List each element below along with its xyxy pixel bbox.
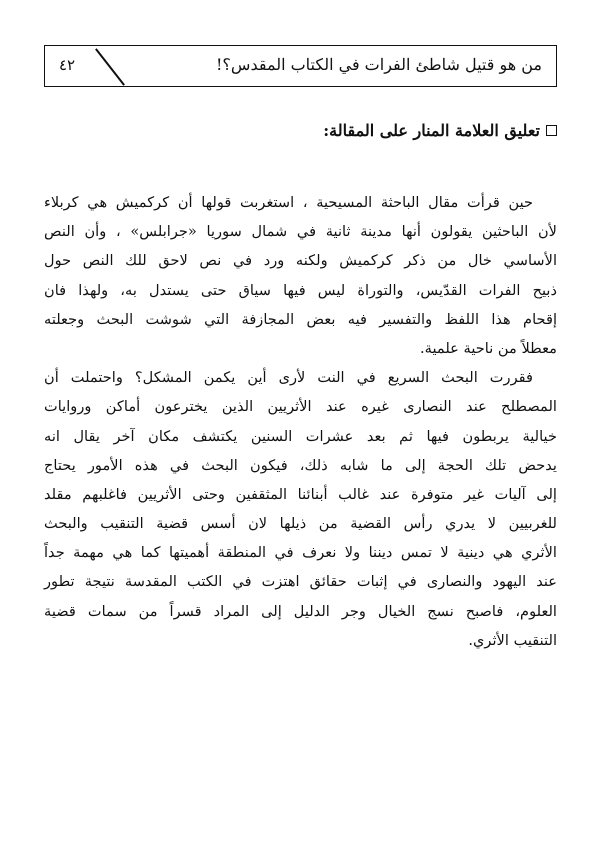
text-line: خيالية يربطون فيها ثم بعد عشرات السنين يكتشف مكان آخر يقال انه [44,427,557,445]
text-line: المصطلح عند النصارى غيره عند الأثريين الذين يخترعون أماكن وروايات [44,398,557,416]
square-bullet-icon [546,125,557,136]
section-heading [323,121,557,140]
text-line: للغربيين لا يدري رأس القضية من ذيلها لان أسس قضية التنقيب والبحث [44,515,557,533]
text-line: الأثري هي دينية لا تمس ديننا ولا نعرف في المنطقة أهميتها كما هي مهمة جداً [44,544,557,562]
text-line: لأن الباحثين يقولون أنها مدينة ثانية في شمال سوريا «جرابلس» ، وأن النص [44,223,557,241]
body-text [44,188,557,655]
section-heading-text: تعليق العلامة المنار على المقالة: [323,121,540,140]
text-line: ذبيح الفرات القدّيس، والتوراة ليس فيها سياق حتى يستدل به، ولهذا فان [44,281,557,299]
text-line: معطلاً من ناحية علمية. [420,339,557,357]
text-line: إلى آليات غير متوفرة عند غالب أبنائنا المثقفين وحتى الأثريين فاغلبهم مقلد [44,485,557,503]
text-line: عند اليهود والنصارى في إثبات حقائق اهتزت في الكتب المقدسة نتيجة تطور [44,573,557,591]
page-number: ٤٢ [59,56,76,74]
header-title: من هو قتيل شاطئ الفرات في الكتاب المقدس؟! [216,55,542,74]
text-line: العلوم، فاصبح نسج الخيال وجر الدليل إلى المراد قسراً من سمات قضية [44,602,557,620]
text-line: التنقيب الأثري. [468,631,557,649]
header-divider [95,48,125,85]
text-line: حين قرأت مقال الباحثة المسيحية ، استغربت قولها أن كركميش هي كربلاء [44,194,533,211]
text-line: إقحام هذا اللفظ والتفسير فيه بعض المجازفة التي شوشت البحث وجعلته [44,310,557,328]
text-line: فقررت البحث السريع في النت لأرى أين يكمن المشكل؟ واحتملت أن [44,369,533,387]
running-header [44,45,557,87]
text-line: يدحض تلك الحجة إلى ما شابه ذلك، فيكون البحث في هذه الأمور يحتاج [44,456,557,474]
text-line: الأساسي خال من ذكر كركميش ولكنه ورد في نص لاحق للك النص حول [44,252,557,270]
